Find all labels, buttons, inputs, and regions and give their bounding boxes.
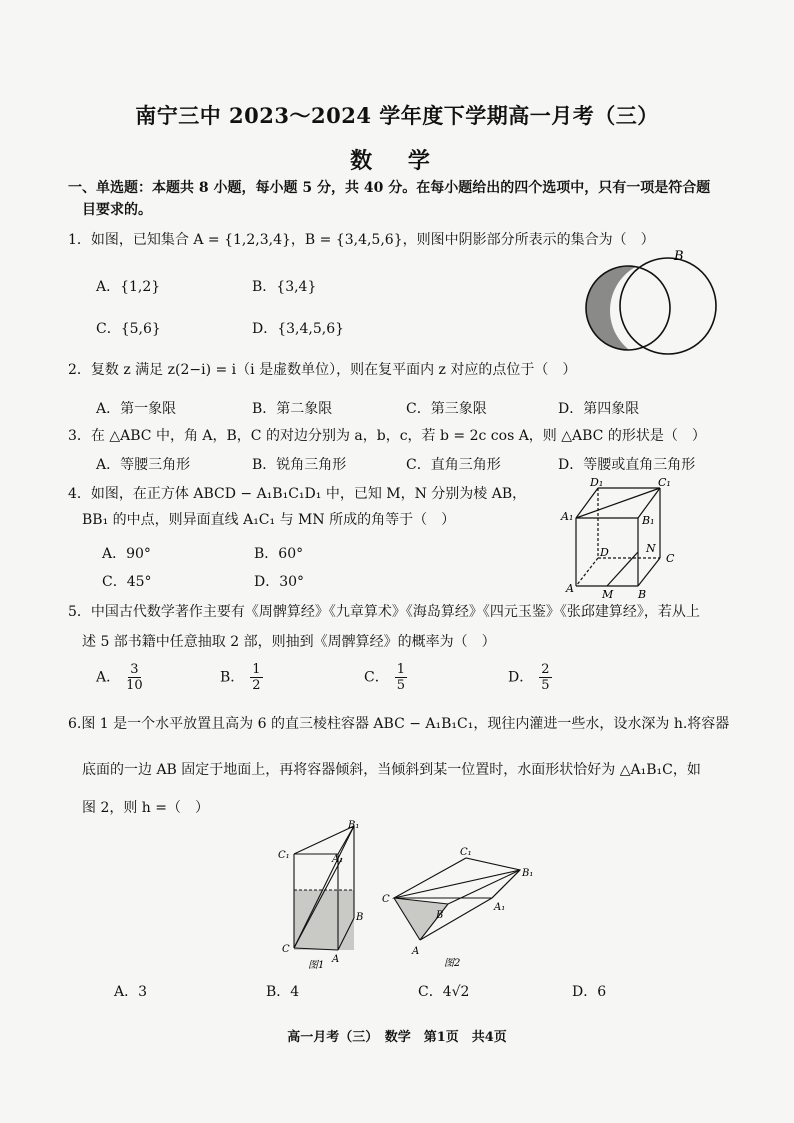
q4-option-a: A．90° <box>102 546 151 562</box>
q1-option-a: A．{1,2} <box>96 279 161 295</box>
q5-option-d-fraction <box>539 662 551 693</box>
q5-option-c <box>364 662 407 693</box>
fig1-label-b1: B₁ <box>348 820 360 831</box>
q5-c-numerator: 1 <box>396 662 405 677</box>
q1-option-d: D．{3,4,5,6} <box>252 321 345 337</box>
q3-stem: 3．在 △ABC 中，角 A，B，C 的对边分别为 a，b，c，若 b = 2c cos A，则 △ABC 的形状是（ ） <box>68 428 706 444</box>
section-heading-line1: 一、单选题：本题共 8 小题，每小题 5 分，共 40 分。在每小题给出的四个选项中，只有一项是符合题 <box>68 180 711 196</box>
q5-b-denominator: 2 <box>252 678 261 693</box>
cube-diagram <box>558 474 688 600</box>
q5-option-c-label: C． <box>364 669 389 686</box>
fig2-label-b: B <box>436 910 444 921</box>
q1-option-b: B．{3,4} <box>252 279 317 295</box>
fig2-label-a: A <box>412 946 420 957</box>
cube-label-c1: C₁ <box>658 476 671 489</box>
q2-stem: 2．复数 z 满足 z(2−i) = i（i 是虚数单位），则在复平面内 z 对应的点位于（ ） <box>68 362 577 378</box>
page-footer: 高一月考（三） 数学 第1页 共4页 <box>287 1030 507 1045</box>
q1-stem: 1．如图，已知集合 A = {1,2,3,4}，B = {3,4,5,6}，则图中阴影部分所表示的集合为（ ） <box>68 232 655 248</box>
venn-label-b: B <box>674 249 684 264</box>
q5-a-numerator: 3 <box>130 662 139 677</box>
q6-option-d: D．6 <box>572 984 607 1000</box>
q3-option-a: A．等腰三角形 <box>96 457 191 473</box>
fig1-caption: 图1 <box>308 960 325 970</box>
q6-option-a: A．3 <box>114 984 148 1000</box>
venn-circle-b <box>620 258 716 354</box>
q5-b-numerator: 1 <box>252 662 261 677</box>
venn-diagram <box>580 244 730 356</box>
q5-option-d-label: D． <box>508 669 534 686</box>
q6-option-c: C．4√2 <box>418 984 470 1000</box>
fig2-label-c1: C₁ <box>460 847 472 858</box>
subject-title: 数 学 <box>350 148 444 174</box>
q5-option-c-fraction <box>395 662 407 693</box>
fig1-label-a1: A₁ <box>332 854 344 865</box>
q4-option-c: C．45° <box>102 574 152 590</box>
cube-label-a: A <box>566 582 574 595</box>
cube-label-b1: B₁ <box>642 514 655 527</box>
q5-d-numerator: 2 <box>541 662 550 677</box>
q5-option-d <box>508 662 552 693</box>
q1-option-c: C．{5,6} <box>96 321 161 337</box>
fig2-label-c: C <box>382 894 390 905</box>
cube-label-d1: D₁ <box>590 476 604 489</box>
q5-option-b <box>220 662 263 693</box>
q5-option-a-label: A． <box>96 669 121 686</box>
fig1-label-b: B <box>356 912 364 923</box>
q3-option-b: B．锐角三角形 <box>252 457 347 473</box>
q6-stem-line3: 图 2，则 h =（ ） <box>82 800 210 816</box>
q6-option-b: B．4 <box>266 984 300 1000</box>
q5-stem-line2: 述 5 部书籍中任意抽取 2 部，则抽到《周髀算经》的概率为（ ） <box>82 634 496 650</box>
q5-a-denominator: 10 <box>126 678 143 693</box>
fig1-label-a: A <box>332 954 340 965</box>
q5-option-b-fraction <box>250 662 262 693</box>
section-heading-line2: 目要求的。 <box>82 202 152 218</box>
q3-option-d: D．等腰或直角三角形 <box>558 457 696 473</box>
figure-2-tilted-prism <box>380 840 538 970</box>
q2-option-b: B．第二象限 <box>252 401 333 417</box>
q5-c-denominator: 5 <box>396 678 405 693</box>
q2-option-c: C．第三象限 <box>406 401 487 417</box>
q5-stem-line1: 5．中国古代数学著作主要有《周髀算经》《九章算术》《海岛算经》《四元玉鉴》《张邱建算经》，若从上 <box>68 604 700 620</box>
q6-stem-line1: 6.图 1 是一个水平放置且高为 6 的直三棱柱容器 ABC − A₁B₁C₁，现往内灌进一些水，设水深为 h.将容器 <box>68 716 730 732</box>
fig2-caption: 图2 <box>444 958 461 969</box>
q5-option-a <box>96 662 143 693</box>
q4-stem-line1: 4．如图，在正方体 ABCD − A₁B₁C₁D₁ 中，已知 M，N 分别为棱 AB， <box>68 486 527 502</box>
q5-d-denominator: 5 <box>541 678 550 693</box>
cube-label-m: M <box>602 588 614 600</box>
cube-label-c: C <box>666 552 675 565</box>
cube-label-d: D <box>600 546 609 559</box>
figure-1-prism <box>272 818 372 970</box>
q3-option-c: C．直角三角形 <box>406 457 501 473</box>
cube-label-b: B <box>638 588 647 600</box>
fig2-label-a1: A₁ <box>494 902 506 913</box>
q6-stem-line2: 底面的一边 AB 固定于地面上，再将容器倾斜，当倾斜到某一位置时，水面形状恰好为 △A₁B₁C，如 <box>82 762 701 778</box>
q4-option-d: D．30° <box>254 574 305 590</box>
exam-title: 南宁三中 2023～2024 学年度下学期高一月考（三） <box>135 103 659 128</box>
q5-option-a-fraction <box>126 662 143 693</box>
q5-option-b-label: B． <box>220 669 245 686</box>
q4-stem-line2: BB₁ 的中点，则异面直线 A₁C₁ 与 MN 所成的角等于（ ） <box>82 512 456 528</box>
q2-option-d: D．第四象限 <box>558 401 640 417</box>
fig2-label-b1: B₁ <box>522 868 534 879</box>
fig1-label-c: C <box>282 944 290 955</box>
q4-option-b: B．60° <box>254 546 304 562</box>
q2-option-a: A．第一象限 <box>96 401 177 417</box>
cube-label-a1: A₁ <box>561 510 574 523</box>
cube-label-n: N <box>646 542 656 555</box>
fig1-label-c1: C₁ <box>278 850 290 861</box>
